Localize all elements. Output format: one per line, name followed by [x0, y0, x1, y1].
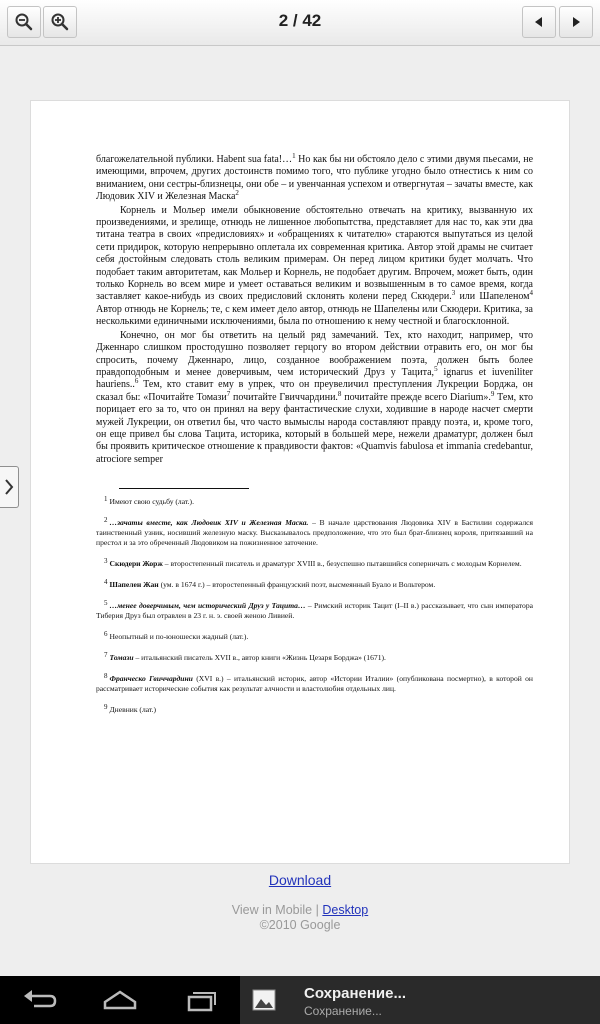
footnote-number: 6 [104, 630, 108, 639]
text-run: – В начале царствования Людовика XIV в Бастилии содержался таинственный узник, носивший железную маску. Высказывалось предположение, что это был брат-близнец короля, притязавший на престол и за это обреченный Людовиком на пожизненное заточение. [96, 518, 533, 548]
viewer-toolbar [0, 0, 600, 46]
footnote-term: Франческо Гвиччардини [109, 674, 193, 684]
download-notification[interactable] [240, 976, 600, 1024]
footnote [96, 556, 533, 569]
footnote [96, 650, 533, 663]
view-mode-links [0, 903, 600, 917]
text-run: Конечно, он мог бы ответить на целый ряд замечаний. Тех, кто находит, например, что Дженнаро слишком простодушно позволяет герцогу во втором действии отравить его, он мог бы спросить, почему Дженнаро, лицо, созданное воображением поэта, должен быть более правдоподобным и менее доверчивым, чем исторический Друз у Тацита, [96, 329, 533, 378]
footnote-term: …менее доверчивым, чем исторический Друз у Тацита… [109, 601, 306, 611]
footnote [96, 702, 533, 715]
text-run: Корнель и Мольер имели обыкновение обстоятельно отвечать на критику, вызванную их произведениями, и зрелище, отнюдь не лишенное любопытства, представляет для нас то, как эти два титана театра в своих «предисловиях» и «обращениях к читателю» стараются выпутаться из целой сети придирок, которую непрерывно оплетала их современная критика. Автор этой драмы не считает себя достойным следовать столь великим примерам. Он перед лицом критики будет молчать. Что подобает таким авторитетам, как Мольер и Корнель, не подобает другим. Впрочем, может быть, один только Корнель во всем мире и умеет оставаться великим и возвышенным в то самое время, когда заставляет какое-нибудь из своих предисловий склонять колени перед Скюдери. [96, 204, 533, 303]
download-link[interactable] [0, 872, 600, 888]
paragraph [96, 154, 533, 204]
footnote-number: 2 [104, 516, 108, 525]
footnotes [96, 494, 533, 715]
text-run: Тем, кто ставит ему в упрек, что он преувеличил преступления Лукреции Борджа, он сказал бы: «Почитайте Томази [96, 379, 533, 403]
footnote-ref: 2 [235, 189, 239, 198]
footnote-ref: 3 [451, 289, 456, 298]
footnote [96, 515, 533, 548]
download-link-label[interactable]: Download [268, 872, 332, 888]
side-panel-toggle[interactable] [0, 466, 19, 508]
notification-subtitle: Сохранение... [304, 1004, 382, 1018]
paragraph [96, 330, 533, 466]
back-button[interactable] [20, 986, 60, 1019]
footnote-ref: 1 [292, 152, 296, 160]
text-run: – итальянский писатель XVII в., автор книги «Жизнь Цезаря Борджа» (1671). [133, 653, 386, 663]
triangle-right-icon [569, 15, 583, 29]
view-mode-separator: | [315, 903, 319, 917]
footnote [96, 494, 533, 507]
text-run: Тем, кто порицает его за то, что он принял на веру фантастические слухи, ходившие в народе насчет смерти мужей Лукреции, он ответил бы, что часто вымыслы народа составляют правду поэта, и, кроме того, он еще привел бы слова Тацита, историка, который в большей мере, нежели драматург, должен был бы проявить критическое отношение к правдивости фактов: «Quamvis fabulosa et immania credebantur, atrociore semper [96, 391, 533, 465]
footnote-ref: 5 [434, 364, 438, 373]
footnote-term: Томази [109, 653, 134, 663]
footnote-number: 1 [104, 495, 108, 504]
footnote-name: Скюдери Жорж [109, 559, 163, 569]
footnote-number: 5 [104, 599, 108, 608]
footnote-number: 7 [104, 651, 108, 660]
chevron-right-icon [4, 478, 14, 496]
text-run: Неопытный и по-юношески жадный (лат.). [109, 632, 249, 642]
notification-title: Сохранение... [304, 985, 406, 1002]
footnote-ref: 7 [226, 389, 231, 398]
footnote-number: 9 [104, 703, 108, 712]
paragraph [96, 205, 533, 329]
back-icon [20, 986, 60, 1014]
desktop-link[interactable]: Desktop [322, 903, 369, 917]
text-run: (ум. в 1674 г.) – второстепенный французский поэт, высмеянный Буало и Вольтером. [158, 580, 436, 590]
text-run: Имеют свою судьбу (лат.). [109, 497, 194, 507]
footnote [96, 577, 533, 590]
page-indicator: 2 / 42 [278, 11, 322, 30]
footnote [96, 671, 533, 694]
recent-apps-icon [180, 986, 220, 1014]
home-button[interactable] [100, 986, 140, 1019]
footnote-ref: 9 [490, 389, 495, 398]
text-run: благожелательной публики. Habent sua fata!… [96, 154, 293, 165]
text-run: – второстепенный писатель и драматург XVIII в., безуспешно пытавшийся соперничать с молодым Корнелем. [162, 559, 522, 569]
footnote-ref: 8 [337, 389, 342, 398]
image-icon [252, 988, 276, 1012]
view-in-mobile-label: View in Mobile [231, 903, 313, 917]
text-run: Но как бы ни обстояло дело с этими двумя пьесами, не имеющими, впрочем, других достоинств помимо того, что публике угодно было отнестись к ним со вниманием, они сестры-близнецы, они обе – и увенчанная успехом и отвергнутая – зачаты вместе, как Людовик XIV и Железная Маска [96, 154, 534, 203]
page-text [96, 154, 533, 723]
text-run: или Шапеленом [455, 291, 530, 303]
text-run: – Римский историк Тацит (I–II в.) рассказывает, что сын императора Тиберия Друз был отравлен в 23 г. н. э. своей женою Ливией. [96, 601, 533, 621]
home-icon [100, 986, 140, 1014]
text-run: ignarus et iuveniliter hauriens.. [96, 366, 534, 391]
recent-apps-button[interactable] [180, 986, 220, 1019]
footnote-term: …зачаты вместе, как Людовик XIV и Железная Маска. [109, 518, 309, 528]
next-page-button[interactable] [559, 6, 593, 38]
triangle-left-icon [532, 15, 546, 29]
previous-page-button[interactable] [522, 6, 556, 38]
footnote-number: 4 [104, 578, 108, 587]
footnote-ref: 6 [134, 377, 139, 386]
footnote-number: 8 [104, 672, 108, 681]
footnote-name: Шапелен Жан [109, 580, 159, 590]
text-run: почитайте Гвиччардини. [230, 391, 338, 403]
footnote-ref: 4 [529, 289, 533, 298]
text-run: (XVI в.) – итальянский историк, автор «Истории Италии» (опубликована посмертно), в которой он рассматривает исторические события как результат алчности и властолюбия отдельных лиц. [96, 674, 533, 694]
text-run: Автор отнюдь не Корнель; те, с кем имеет дело автор, отнюдь не Шапелены или Скюдери. Критика, за несколькими единичными исключениями, была по отношению к нему честной и благосклонной. [96, 303, 533, 328]
body-text [96, 154, 533, 466]
footnote [96, 629, 533, 642]
footnote-number: 3 [104, 557, 108, 566]
document-page [30, 100, 570, 864]
footnote-divider [119, 488, 249, 489]
text-run: Дневник (лат.) [109, 705, 157, 715]
text-run: почитайте прежде всего Diarium». [341, 391, 491, 403]
copyright: ©2010 Google [259, 918, 341, 932]
footnote [96, 598, 533, 621]
